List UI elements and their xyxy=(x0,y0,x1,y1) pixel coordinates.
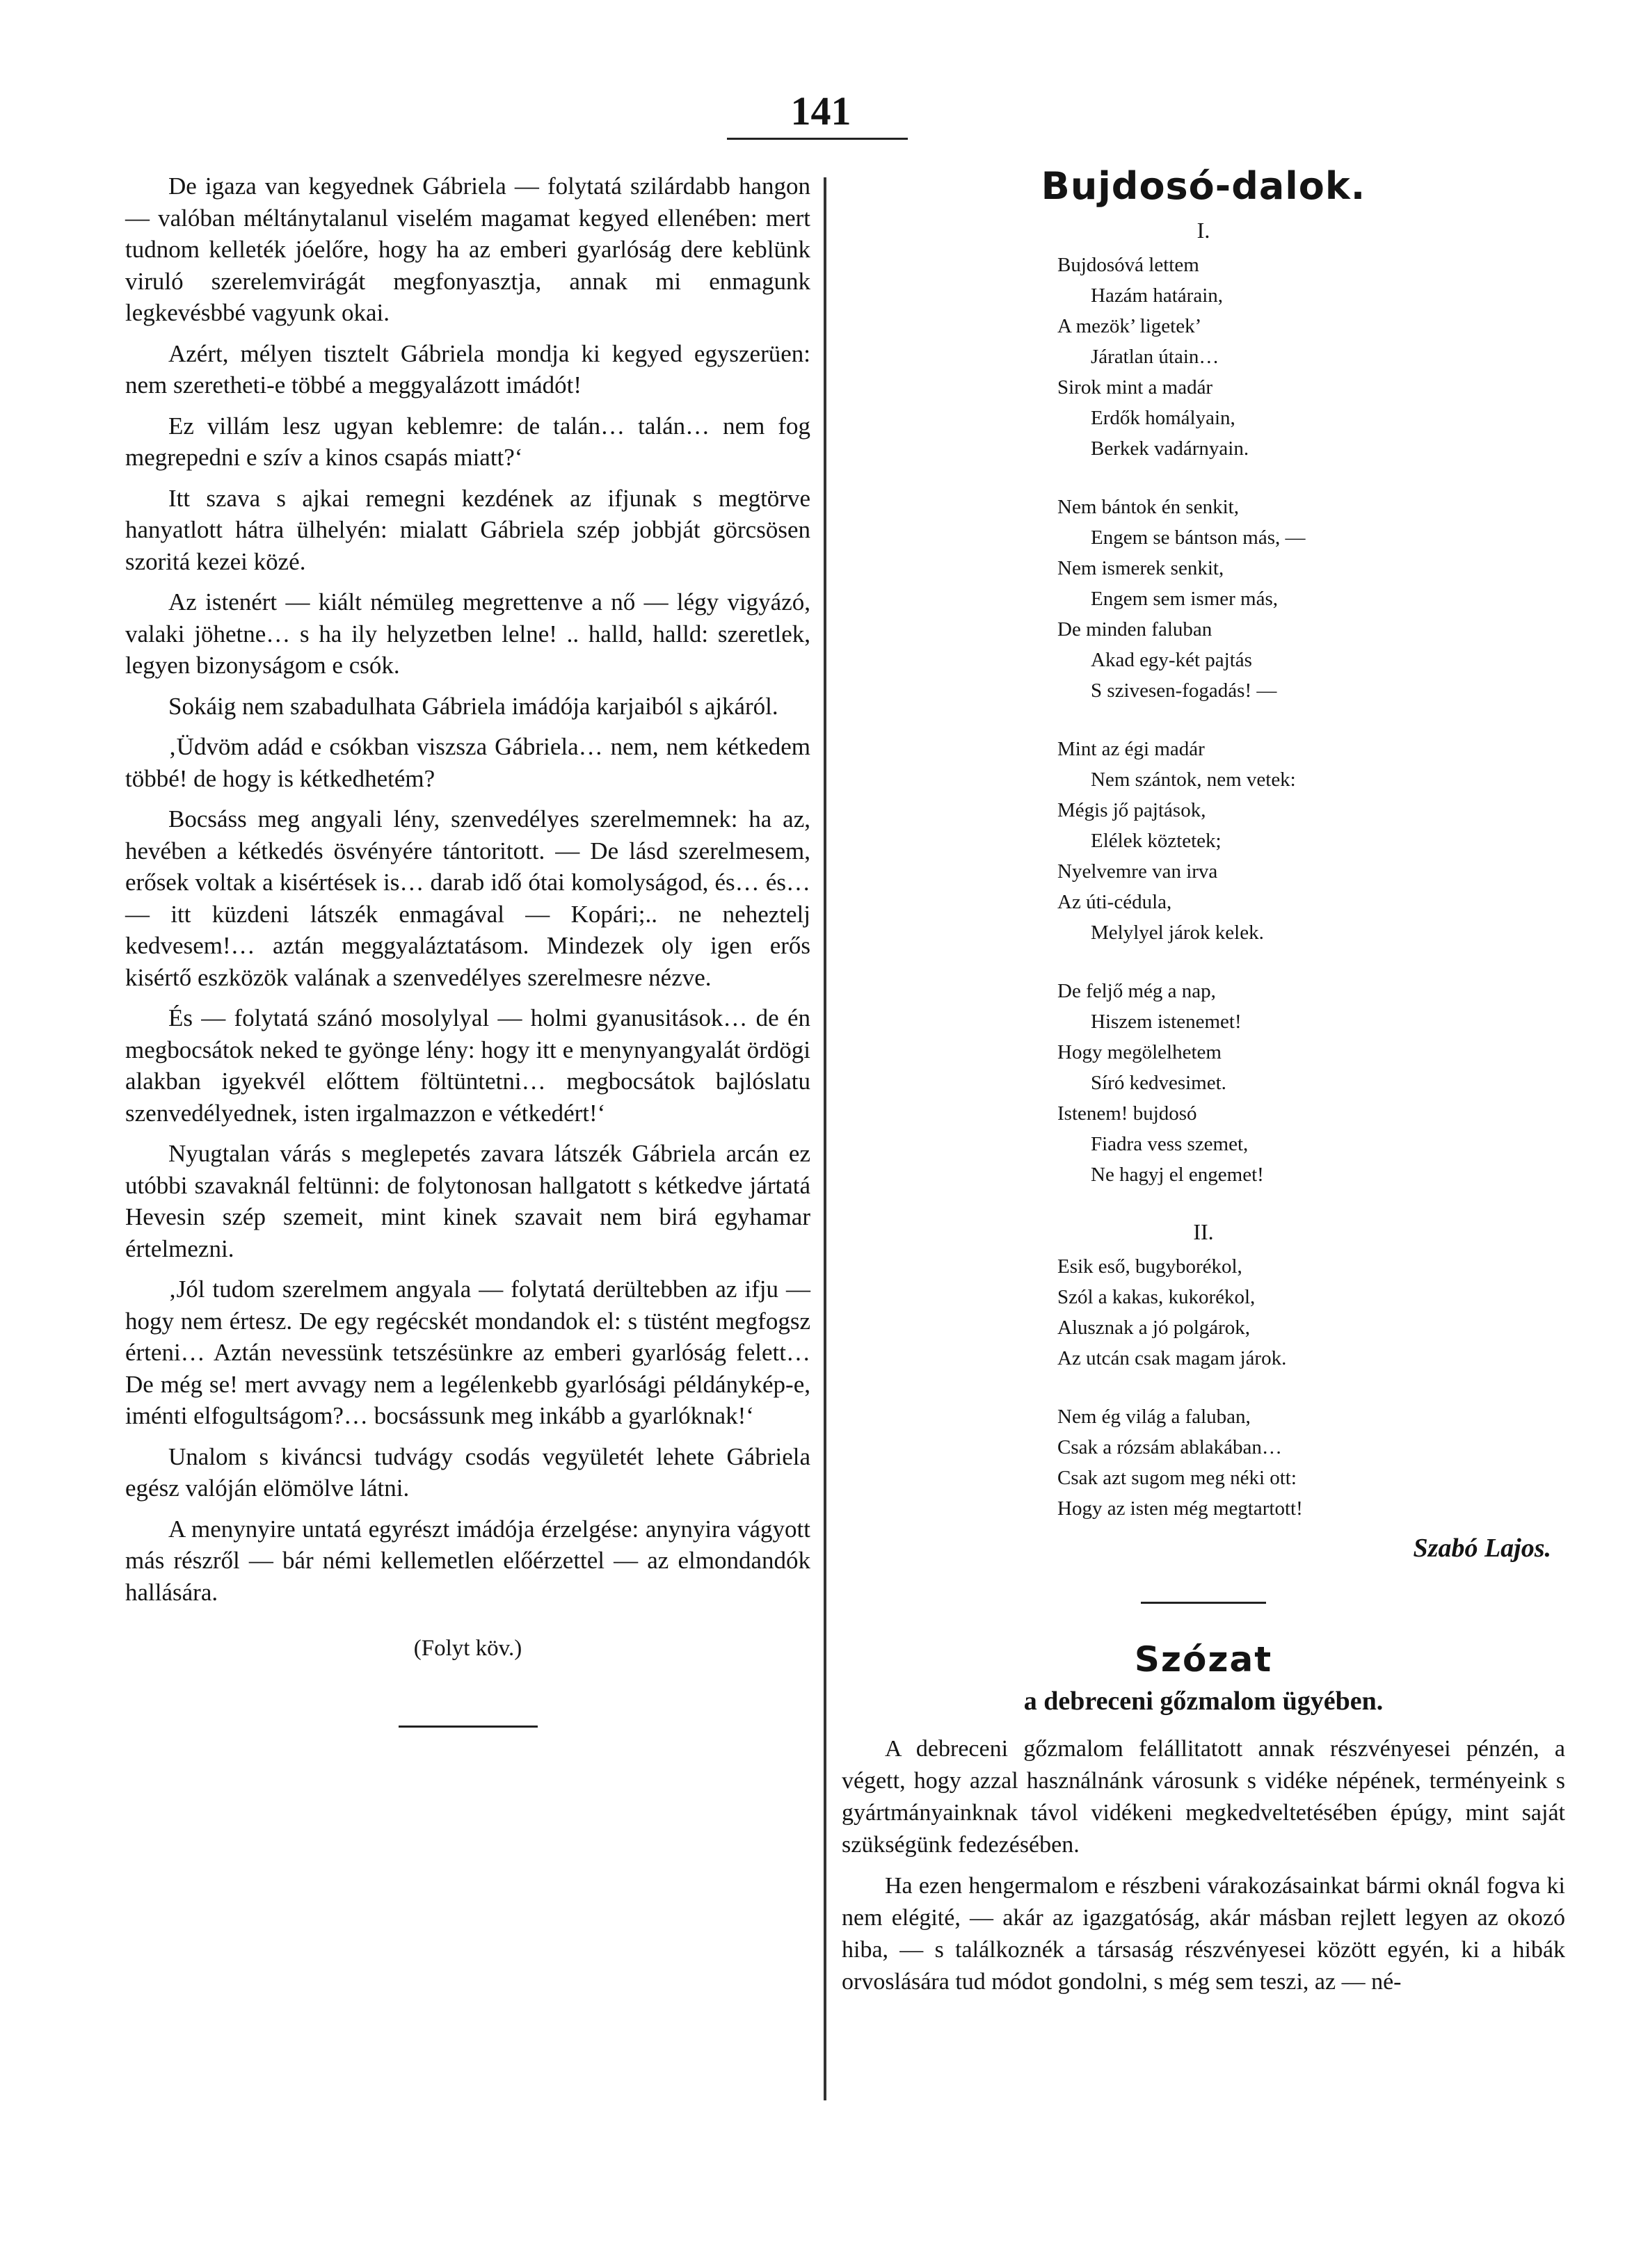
paragraph: De igaza van kegyednek Gábriela — folytatá szilárdabb hangon — valóban méltánytalanul viselém magamat kegyed ellenében: mert tudnom kelleték jóelőre, hogy ha az emberi gyarlóság dere keblünk viruló szerelemvirágát megfonyasztja, annak mi enmagunk legkevésbbé vagyunk okai. xyxy=(125,172,810,326)
paragraph: Bocsáss meg angyali lény, szenvedélyes szerelmemnek: ha az, hevében a kétkedés ösvényére tántoritott. — De lásd szerelmesem, erősek voltak a kisértések is… darab idő ótai komolyságod, és… és… — itt küzdeni látszék enmagával — Kopári;.. ne neheztelj kedvesem!… aztán meggyaláztatásom. Mindezek oly igen erős kisértő eszközök valának a szenvedélyes szerelmesre nézve. xyxy=(125,805,810,991)
verse-line: Erdők homályain, xyxy=(1091,407,1235,429)
poem-stanza xyxy=(842,1401,1565,1524)
verse-line: Elélek köztetek; xyxy=(1091,830,1222,852)
continued-note: (Folyt köv.) xyxy=(413,1636,522,1661)
verse-line: Engem sem ismer más, xyxy=(1091,588,1279,610)
header-rule xyxy=(727,138,908,140)
column-divider xyxy=(824,177,826,2100)
poem-stanza xyxy=(842,976,1565,1190)
verse-line: Nyelvemre van irva xyxy=(1057,860,1218,883)
verse-line: De minden faluban xyxy=(1057,618,1212,641)
paragraph: Unalom s kiváncsi tudvágy csodás vegyületét lehete Gábriela egész valóján elömölve látni. xyxy=(125,1442,810,1502)
verse-line: Berkek vadárnyain. xyxy=(1091,437,1249,460)
verse-line: Hiszem istenemet! xyxy=(1091,1011,1242,1033)
paragraph: ‚Üdvöm adád e csókban viszsza Gábriela… nem, nem kétkedem többé! de hogy is kétkedhetém? xyxy=(125,733,810,792)
verse-line: Az utcán csak magam járok. xyxy=(1057,1347,1287,1369)
verse-line: Fiadra vess szemet, xyxy=(1091,1133,1249,1155)
poem-stanza xyxy=(842,250,1565,464)
verse-line: Járatlan útain… xyxy=(1091,346,1219,368)
paragraph: Ez villám lesz ugyan keblemre: de talán… talán… nem fog megrepedni e szív a kinos csapás miatt?‘ xyxy=(125,412,810,471)
paragraph: Itt szava s ajkai remegni kezdének az ifjunak s megtörve hanyatlott hátra ülhelyén: mialatt Gábriela szép jobbját görcsösen szoritá kezei közé. xyxy=(125,484,810,575)
left-column xyxy=(125,170,810,1728)
verse-line: Alusznak a jó polgárok, xyxy=(1057,1317,1251,1339)
verse-line: Sirok mint a madár xyxy=(1057,376,1213,399)
verse-line: Engem se bántson más, — xyxy=(1091,526,1306,549)
poem-stanza xyxy=(842,492,1565,706)
verse-line: Ne hagyj el engemet! xyxy=(1091,1164,1264,1186)
poem-title: Bujdosó-dalok. xyxy=(1041,164,1366,208)
right-column xyxy=(842,163,1565,2007)
section-rule xyxy=(1141,1602,1266,1604)
verse-line: A mezök’ ligetek’ xyxy=(1057,315,1202,337)
verse-line: Hogy az isten még megtartott! xyxy=(1057,1497,1303,1520)
poem-stanza xyxy=(842,734,1565,948)
verse-line: Hazám határain, xyxy=(1091,284,1224,307)
paragraph: ‚Jól tudom szerelmem angyala — folytatá derültebben az ifju — hogy nem értesz. De egy regécskét mondandok el: s tüstént megfogsz érteni… Aztán nevessünk tetszésünkre az emberi gyarlóság felett… De még se! mert avvagy nem a legélenkebb gyarlósági példánykép-e, iménti elfogultságom?… bocsássunk meg inkább a gyarlóknak!‘ xyxy=(125,1276,810,1429)
poem-stanza xyxy=(842,1251,1565,1374)
verse-line: S szivesen-fogadás! — xyxy=(1091,679,1277,702)
verse-line: De feljő még a nap, xyxy=(1057,980,1216,1002)
paragraph: És — folytatá szánó mosolylyal — holmi gyanusitások… de én megbocsátok neked te gyönge lény: hogy itt e menynyangyalát ördögi alakban igyekvél előttem föltüntetni… megbocsátok bajlóslatu szenvedélyednek, isten irgalmazzon e vétkedért!‘ xyxy=(125,1004,810,1127)
verse-line: Akad egy-két pajtás xyxy=(1091,649,1252,671)
page-number: 141 xyxy=(790,88,851,134)
article-subtitle: a debreceni gőzmalom ügyében. xyxy=(1023,1687,1384,1716)
poem-part-numeral: I. xyxy=(1196,218,1210,243)
verse-line: Melylyel járok kelek. xyxy=(1091,922,1264,944)
verse-line: Csak azt sugom meg néki ott: xyxy=(1057,1467,1297,1489)
verse-line: Hogy megölelhetem xyxy=(1057,1041,1222,1063)
paragraph: Az istenért — kiált némüleg megrettenve a nő — légy vigyázó, valaki jöhetne… s ha ily helyzetben lelne! .. halld, halld: szeretlek, legyen bizonyságom e csók. xyxy=(125,588,810,679)
verse-line: Síró kedvesimet. xyxy=(1091,1072,1226,1094)
verse-line: Mégis jő pajtások, xyxy=(1057,799,1206,821)
paragraph: Sokáig nem szabadulhata Gábriela imádója karjaiból s ajkáról. xyxy=(168,692,778,720)
verse-line: Csak a rózsám ablakában… xyxy=(1057,1436,1282,1458)
verse-line: Mint az égi madár xyxy=(1057,738,1205,760)
paragraph: A debreceni gőzmalom felállitatott annak részvényesei pénzén, a végett, hogy azzal használnánk városunk s vidéke népének, terményeink s gyártmányainknak távol vidékeni megkedveltetésében épúgy, mint saját szükségünk fedezésében. xyxy=(842,1736,1565,1858)
author-signature: Szabó Lajos. xyxy=(1413,1534,1551,1563)
verse-line: Nem bántok én senkit, xyxy=(1057,496,1239,518)
paragraph: Azért, mélyen tisztelt Gábriela mondja ki kegyed egyszerüen: nem szeretheti-e többé a meggyalázott imádót! xyxy=(125,339,810,399)
verse-line: Esik eső, bugyborékol, xyxy=(1057,1255,1242,1278)
paragraph: Ha ezen hengermalom e részbeni várakozásainkat bármi oknál fogva ki nem elégité, — akár az igazgatóság, akár másban rejlett legyen az okozó hiba, — s találkoznék a társaság részvényesei között egyén, ki a hibák orvoslására tud módot gondolni, s még sem teszi, az — né- xyxy=(842,1873,1565,1995)
verse-line: Istenem! bujdosó xyxy=(1057,1102,1197,1125)
verse-line: Az úti-cédula, xyxy=(1057,891,1172,913)
paragraph: Nyugtalan várás s meglepetés zavara látszék Gábriela arcán ez utóbbi szavaknál feltünni: de folytonosan hallgatott s kétkedve jártatá Hevesin szép szemeit, mint kinek szavait nem birá egyhamar értelmezni. xyxy=(125,1140,810,1262)
verse-line: Szól a kakas, kukorékol, xyxy=(1057,1286,1256,1308)
verse-line: Nem szántok, nem vetek: xyxy=(1091,769,1296,791)
verse-line: Nem ismerek senkit, xyxy=(1057,557,1224,579)
verse-line: Nem ég világ a faluban, xyxy=(1057,1406,1251,1428)
paragraph: A menynyire untatá egyrészt imádója érzelgése: anynyira vágyott más részről — bár némi kellemetlen előérzettel — az elmondandók hallására. xyxy=(125,1515,810,1606)
article-title: Szózat xyxy=(1134,1639,1273,1680)
verse-line: Bujdosóvá lettem xyxy=(1057,254,1199,276)
poem-part-numeral: II. xyxy=(1193,1219,1214,1244)
end-rule xyxy=(399,1726,538,1728)
